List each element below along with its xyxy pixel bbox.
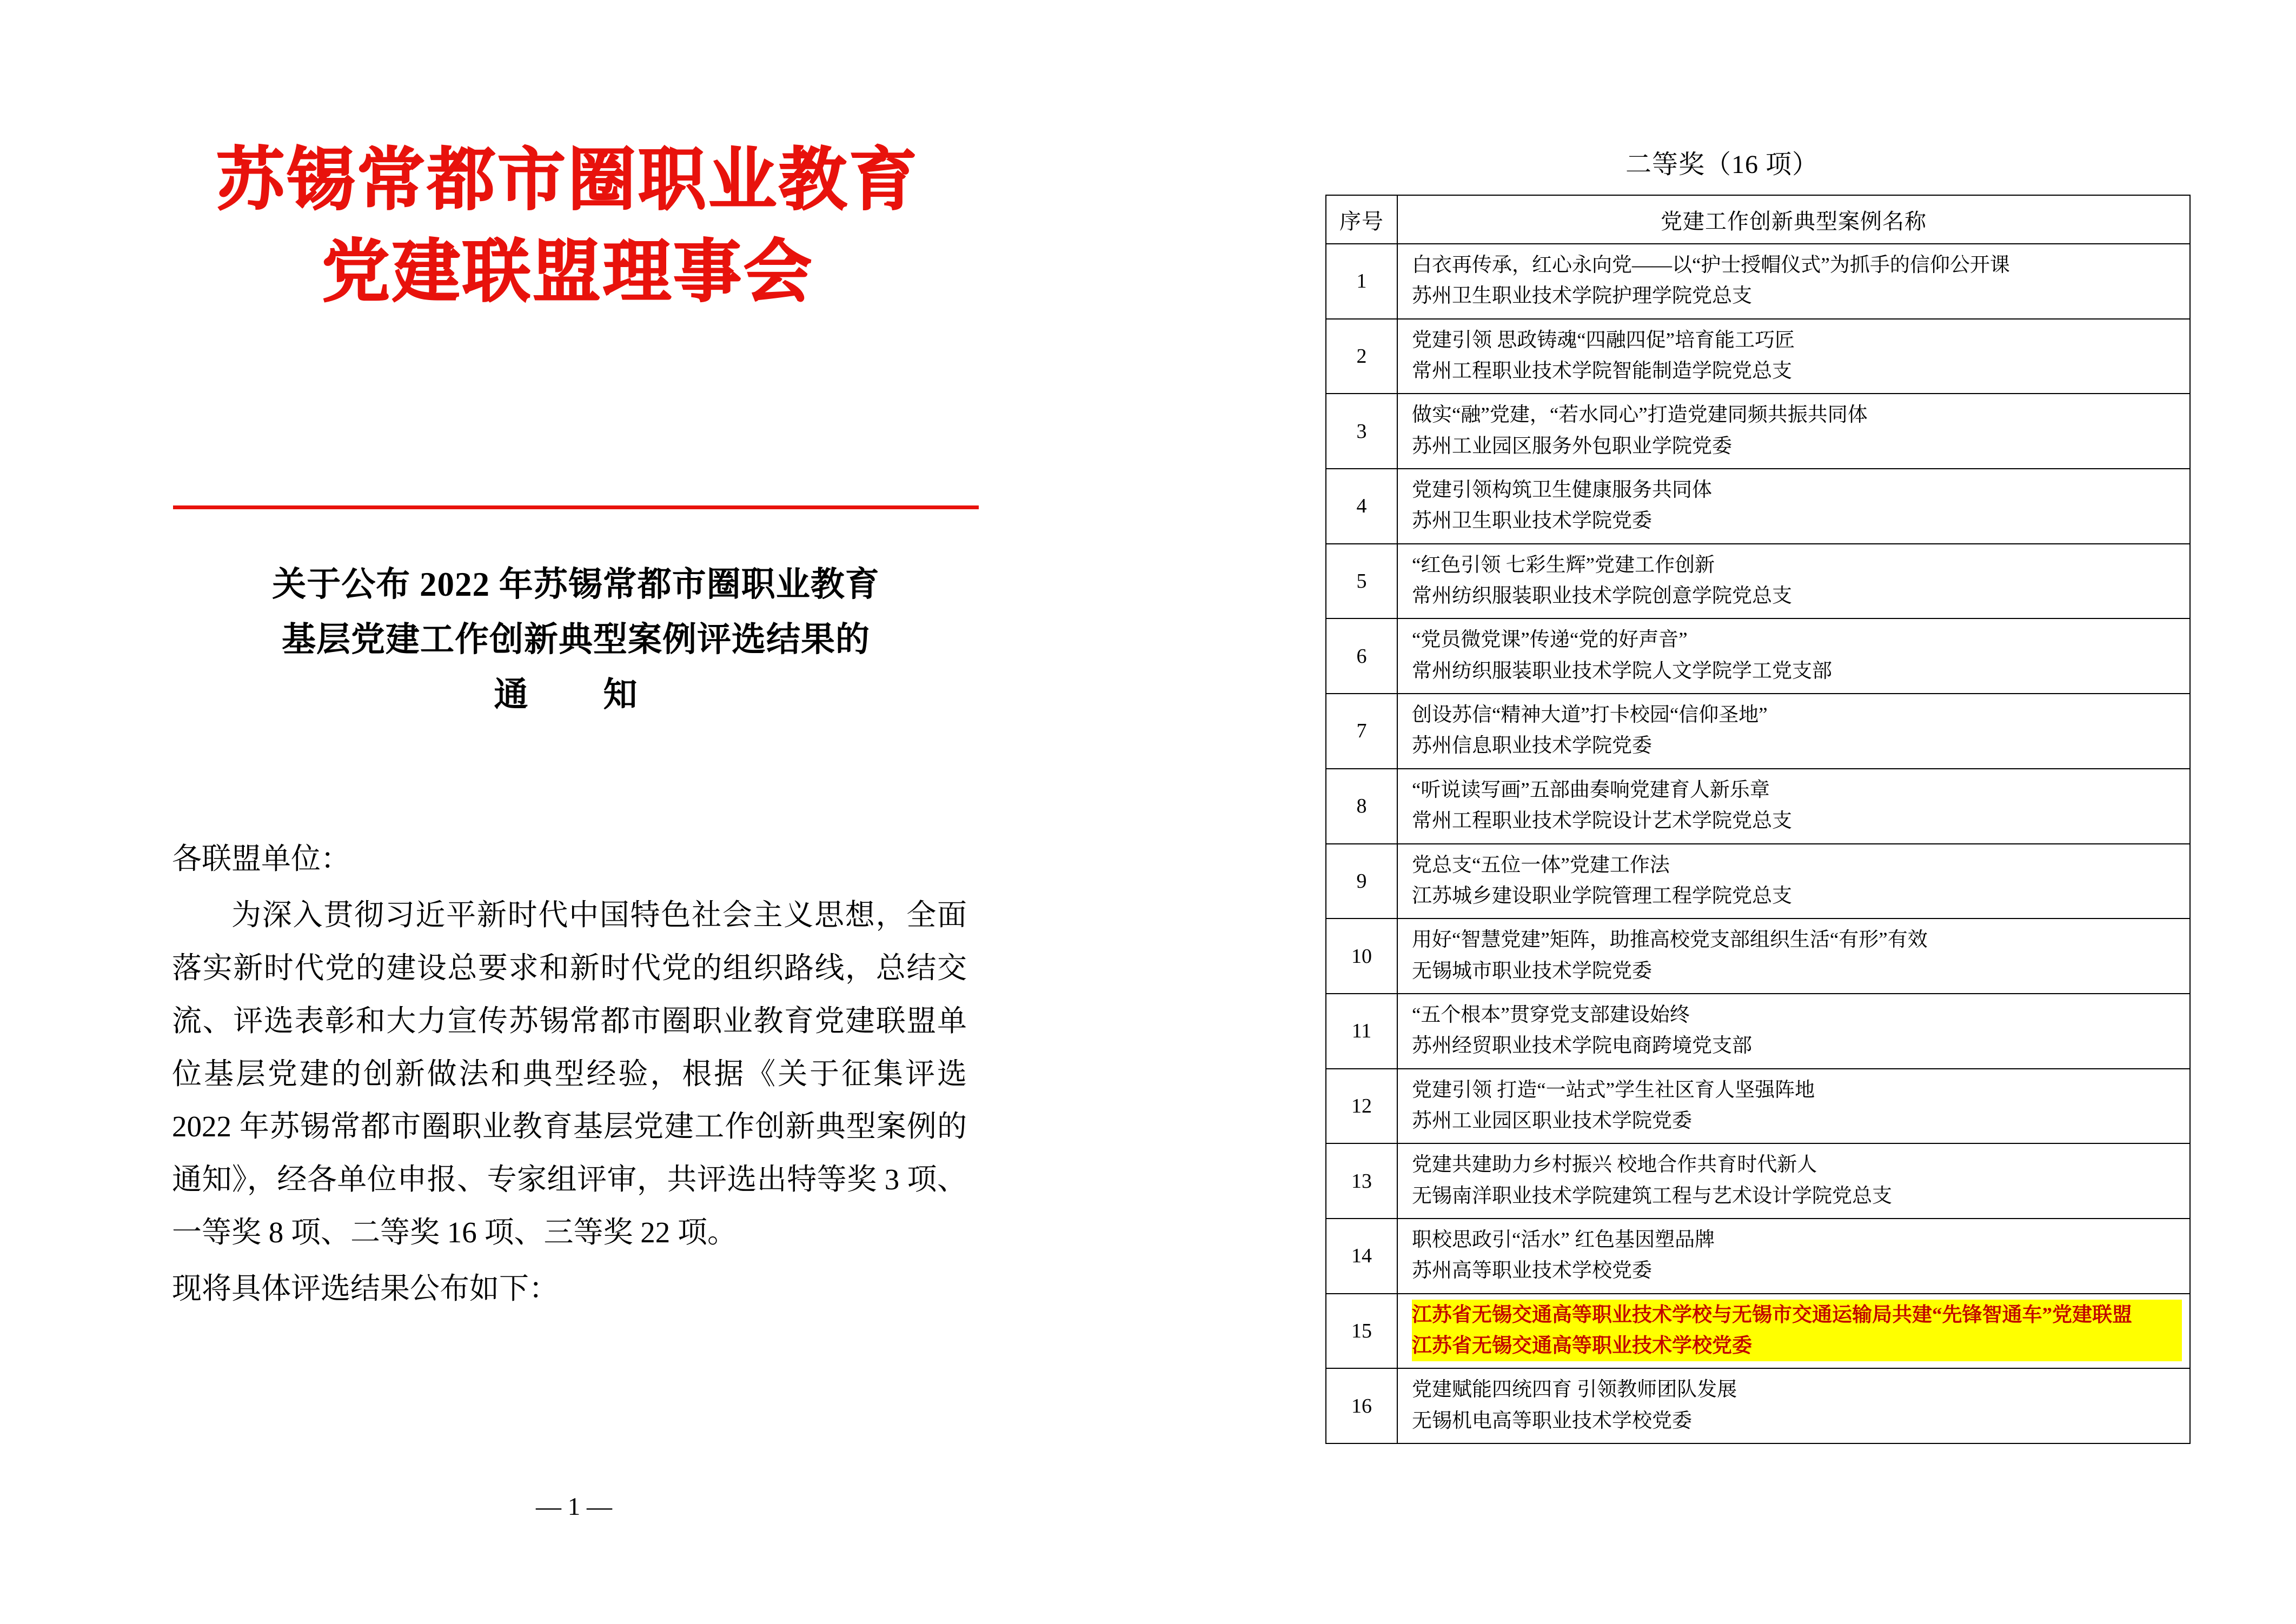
table-row	[1326, 319, 2190, 394]
case-title: 党建引领 思政铸魂“四融四促”培育能工巧匠	[1412, 329, 1795, 351]
case-title: 职校思政引“活水” 红色基因塑品牌	[1412, 1228, 1715, 1251]
row-index: 5	[1326, 544, 1397, 619]
case-title: “听说读写画”五部曲奏响党建育人新乐章	[1412, 778, 1770, 801]
document-body	[172, 833, 967, 1319]
row-case-cell	[1397, 1294, 2190, 1369]
row-index: 11	[1326, 994, 1397, 1069]
letterhead	[135, 135, 1000, 319]
case-organization: 苏州卫生职业技术学院护理学院党总支	[1412, 285, 1752, 308]
cases-table	[1325, 195, 2191, 1444]
row-index: 14	[1326, 1219, 1397, 1294]
table-header-row	[1326, 195, 2190, 244]
case-organization: 常州工程职业技术学院设计艺术学院党总支	[1412, 810, 1792, 833]
body-paragraph-1: 为深入贯彻习近平新时代中国特色社会主义思想，全面落实新时代党的建设总要求和新时代党的组织路线，总结交流、评选表彰和大力宣传苏锡常都市圈职业教育党建联盟单位基层党建的创新做法和典型经验，根据《关于征集评选 2022 年苏锡常都市圈职业教育基层党建工作创新典型案例的通知》，经各单位申报、专家组评审，共评选出特等奖 3 项、一等奖 8 项、二等奖 16 项、三等奖 22 项。	[172, 898, 967, 1249]
row-index: 16	[1326, 1368, 1397, 1443]
case-title: 党建引领构筑卫生健康服务共同体	[1412, 479, 1712, 502]
table-row	[1326, 1069, 2190, 1144]
case-title: 党总支“五位一体”党建工作法	[1412, 854, 1670, 876]
row-case-cell	[1397, 1143, 2190, 1219]
case-organization: 苏州工业园区服务外包职业学院党委	[1412, 435, 1732, 457]
row-case-cell	[1397, 244, 2190, 319]
case-title: 党建引领 打造“一站式”学生社区育人坚强阵地	[1412, 1079, 1815, 1101]
case-organization: 苏州高等职业技术学校党委	[1412, 1260, 1652, 1282]
case-organization: 苏州工业园区职业技术学院党委	[1412, 1109, 1692, 1132]
row-index: 8	[1326, 769, 1397, 844]
case-title: 用好“智慧党建”矩阵，助推高校党支部组织生活“有形”有效	[1412, 929, 1928, 951]
case-title: 白衣再传承，红心永向党——以“护士授帽仪式”为抓手的信仰公开课	[1412, 254, 2010, 276]
letterhead-divider	[173, 505, 979, 509]
row-case-cell	[1397, 469, 2190, 544]
table-row	[1326, 618, 2190, 694]
case-title: 创设苏信“精神大道”打卡校园“信仰圣地”	[1412, 704, 1768, 727]
case-organization: 无锡城市职业技术学院党委	[1412, 960, 1652, 982]
row-case-cell	[1397, 319, 2190, 394]
table-row	[1326, 844, 2190, 919]
body-paragraph-2: 现将具体评选结果公布如下：	[172, 1272, 559, 1306]
row-case-cell	[1397, 394, 2190, 469]
table-row	[1326, 1143, 2190, 1219]
row-case-cell	[1397, 694, 2190, 769]
table-row	[1326, 244, 2190, 319]
row-case-cell	[1397, 919, 2190, 994]
table-row	[1326, 994, 2190, 1069]
row-case-cell	[1397, 544, 2190, 619]
case-title: 江苏省无锡交通高等职业技术学校与无锡市交通运输局共建“先锋智通车”党建联盟	[1412, 1300, 2182, 1330]
table-row	[1326, 469, 2190, 544]
table-row	[1326, 544, 2190, 619]
row-index: 3	[1326, 394, 1397, 469]
row-index: 1	[1326, 244, 1397, 319]
case-organization: 苏州经贸职业技术学院电商跨境党支部	[1412, 1035, 1752, 1057]
row-case-cell	[1397, 1219, 2190, 1294]
case-organization: 常州纺织服装职业技术学院创意学院党总支	[1412, 585, 1792, 608]
case-organization: 江苏省无锡交通高等职业技术学校党委	[1412, 1330, 2182, 1361]
row-case-cell	[1397, 1368, 2190, 1443]
document-title-line-2: 基层党建工作创新典型案例评选结果的	[282, 621, 870, 659]
case-organization: 苏州卫生职业技术学院党委	[1412, 510, 1652, 533]
row-index: 2	[1326, 319, 1397, 394]
table-row	[1326, 694, 2190, 769]
table-row	[1326, 1368, 2190, 1443]
case-organization: 江苏城乡建设职业学院管理工程学院党总支	[1412, 884, 1792, 907]
document-title	[162, 557, 990, 722]
row-case-cell	[1397, 1069, 2190, 1144]
case-organization: 苏州信息职业技术学院党委	[1412, 735, 1652, 757]
row-index: 15	[1326, 1294, 1397, 1369]
row-case-cell	[1397, 769, 2190, 844]
row-index: 7	[1326, 694, 1397, 769]
case-title: 做实“融”党建，“若水同心”打造党建同频共振共同体	[1412, 404, 1868, 427]
case-organization: 常州工程职业技术学院智能制造学院党总支	[1412, 360, 1792, 383]
case-organization: 无锡机电高等职业技术学校党委	[1412, 1409, 1692, 1432]
row-case-cell	[1397, 618, 2190, 694]
case-title: “五个根本”贯穿党支部建设始终	[1412, 1003, 1690, 1026]
column-header-index: 序号	[1326, 195, 1397, 244]
case-title: “党员微党课”传递“党的好声音”	[1412, 629, 1688, 651]
letterhead-line-2: 党建联盟理事会	[322, 235, 814, 311]
document-title-line-1: 关于公布 2022 年苏锡常都市圈职业教育	[272, 565, 880, 603]
case-title: 党建赋能四统四育 引领教师团队发展	[1412, 1379, 1737, 1401]
row-index: 9	[1326, 844, 1397, 919]
row-case-cell	[1397, 844, 2190, 919]
document-title-line-3: 通 知	[494, 676, 658, 714]
case-organization: 常州纺织服装职业技术学院人文学院学工党支部	[1412, 660, 1832, 682]
table-row	[1326, 1294, 2190, 1369]
row-index: 10	[1326, 919, 1397, 994]
letterhead-line-1: 苏锡常都市圈职业教育	[216, 143, 919, 218]
case-organization: 无锡南洋职业技术学院建筑工程与艺术设计学院党总支	[1412, 1184, 1892, 1207]
case-title: 党建共建助力乡村振兴 校地合作共育时代新人	[1412, 1154, 1817, 1176]
page-number-left: — 1 —	[536, 1493, 612, 1521]
row-index: 13	[1326, 1143, 1397, 1219]
column-header-case-name: 党建工作创新典型案例名称	[1397, 195, 2190, 244]
row-case-cell	[1397, 994, 2190, 1069]
row-index: 4	[1326, 469, 1397, 544]
right-page	[1148, 0, 2296, 1624]
table-row	[1326, 919, 2190, 994]
row-index: 12	[1326, 1069, 1397, 1144]
case-title: “红色引领 七彩生辉”党建工作创新	[1412, 554, 1715, 576]
salutation: 各联盟单位：	[172, 842, 351, 875]
table-row	[1326, 1219, 2190, 1294]
award-section-heading: 二等奖（16 项）	[1625, 150, 1819, 179]
table-row	[1326, 769, 2190, 844]
row-index: 6	[1326, 618, 1397, 694]
table-row	[1326, 394, 2190, 469]
